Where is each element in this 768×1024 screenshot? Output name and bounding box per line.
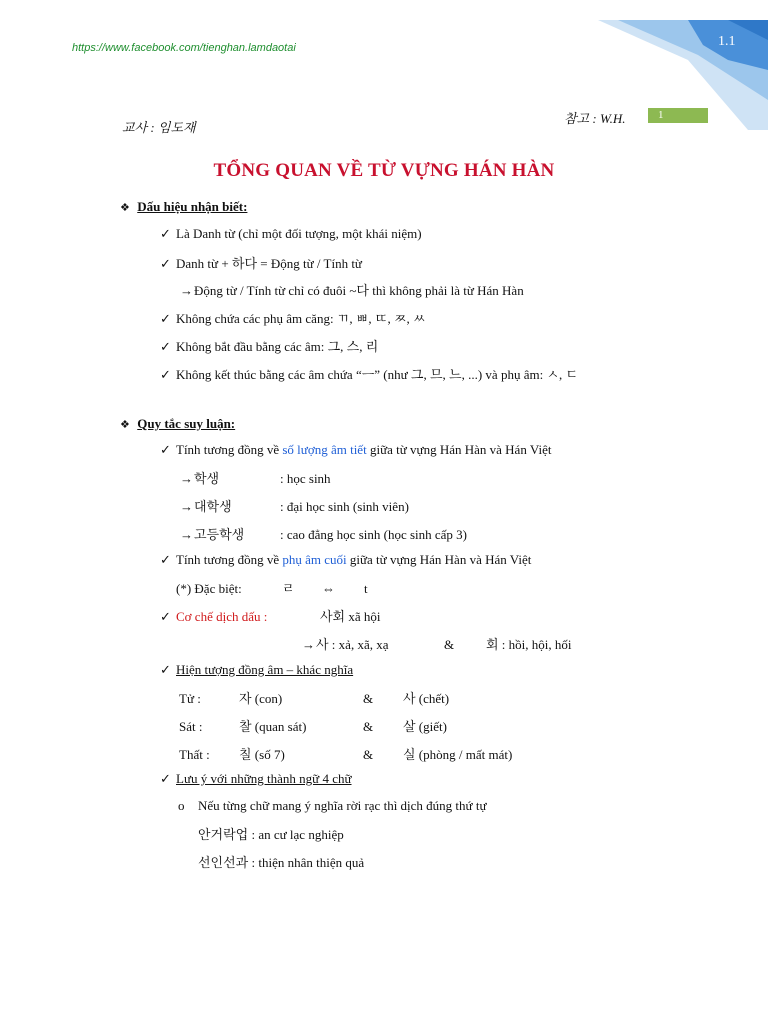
example-row: →고등학생 : cao đẳng học sinh (học sinh cấp 3): [180, 527, 468, 542]
diamond-bullet-icon: ❖: [120, 202, 130, 214]
section-heading: ❖ Dấu hiệu nhận biết:: [120, 199, 248, 214]
check-icon: ✓: [160, 311, 171, 326]
list-item: ✓ Là Danh từ (chỉ một đối tượng, một khái niệm): [160, 226, 422, 241]
rule-syllable-count: ✓ Tính tương đồng về số lượng âm tiết giữa từ vựng Hán Hàn và Hán Việt: [160, 442, 552, 457]
page-title: TỔNG QUAN VỀ TỪ VỰNG HÁN HÀN: [213, 160, 555, 181]
check-icon: ✓: [160, 771, 171, 786]
page-number: 1.1: [718, 34, 736, 49]
check-icon: ✓: [160, 226, 171, 241]
check-icon: ✓: [160, 339, 171, 354]
list-item: ✓ Không kết thúc bằng các âm chứa “ㅡ” (như 그, 므, 느, ...) và phụ âm: ㅅ, ㄷ: [160, 367, 579, 382]
homonym-row: Sát : 찰 (quan sát) & 살 (giết): [179, 719, 447, 734]
idiom-subitem: o Nếu từng chữ mang ý nghĩa rời rạc thì dịch đúng thứ tự: [178, 798, 487, 813]
rule-final-consonant: ✓ Tính tương đồng về phụ âm cuối giữa từ vựng Hán Hàn và Hán Việt: [160, 552, 532, 567]
check-icon: ✓: [160, 442, 171, 457]
check-icon: ✓: [160, 367, 171, 382]
idiom-example: 선인선과 : thiện nhân thiện quả: [198, 855, 365, 870]
rule-homonym: ✓ Hiện tượng đồng âm – khác nghĩa: [160, 662, 354, 677]
check-icon: ✓: [160, 552, 171, 567]
rule-idioms: ✓ Lưu ý với những thành ngữ 4 chữ: [160, 771, 352, 786]
arrow-icon: →: [180, 283, 193, 298]
idiom-example: 안거락업 : an cư lạc nghiệp: [198, 827, 344, 842]
check-icon: ✓: [160, 662, 171, 677]
arrow-icon: →: [302, 637, 315, 652]
double-arrow-icon: ⇔: [322, 581, 335, 596]
example-row: →사 : xả, xã, xạ & 회 : hồi, hội, hối: [302, 637, 572, 652]
arrow-icon: →: [180, 527, 193, 542]
homonym-row: Thất : 칠 (số 7) & 실 (phòng / mất mát): [179, 747, 513, 762]
example-row: →대학생 : đại học sinh (sinh viên): [180, 499, 409, 514]
special-note: (*) Đặc biệt: ㄹ ⇔ t: [176, 581, 368, 596]
list-item: →Động từ / Tính từ chỉ có đuôi ~다 thì không phải là từ Hán Hàn: [180, 283, 524, 298]
check-icon: ✓: [160, 256, 171, 271]
example-row: →학생 : học sinh: [180, 471, 331, 486]
facebook-link[interactable]: https://www.facebook.com/tienghan.lamdaotai: [72, 42, 296, 54]
list-item: ✓ Danh từ + 하다 = Động từ / Tính từ: [160, 256, 362, 271]
arrow-icon: →: [180, 499, 193, 514]
reference-box: 1: [648, 108, 708, 123]
diamond-bullet-icon: ❖: [120, 419, 130, 431]
homonym-row: Tử : 자 (con) & 사 (chết): [179, 691, 450, 706]
rule-tone-mechanism: ✓ Cơ chế dịch dấu : 사회 xã hội: [160, 609, 381, 624]
section-heading: ❖ Quy tắc suy luận:: [120, 416, 236, 431]
list-item: ✓ Không bắt đầu bằng các âm: 그, 스, 리: [160, 339, 379, 354]
reference-label: 참고 : W.H.: [564, 111, 626, 126]
list-item: ✓ Không chứa các phụ âm căng: ㄲ, ㅃ, ㄸ, ㅉ, ㅆ: [160, 311, 426, 326]
circle-bullet-icon: o: [178, 798, 185, 813]
arrow-icon: →: [180, 471, 193, 486]
teacher-label: 교사 : 임도재: [122, 120, 196, 135]
check-icon: ✓: [160, 609, 171, 624]
